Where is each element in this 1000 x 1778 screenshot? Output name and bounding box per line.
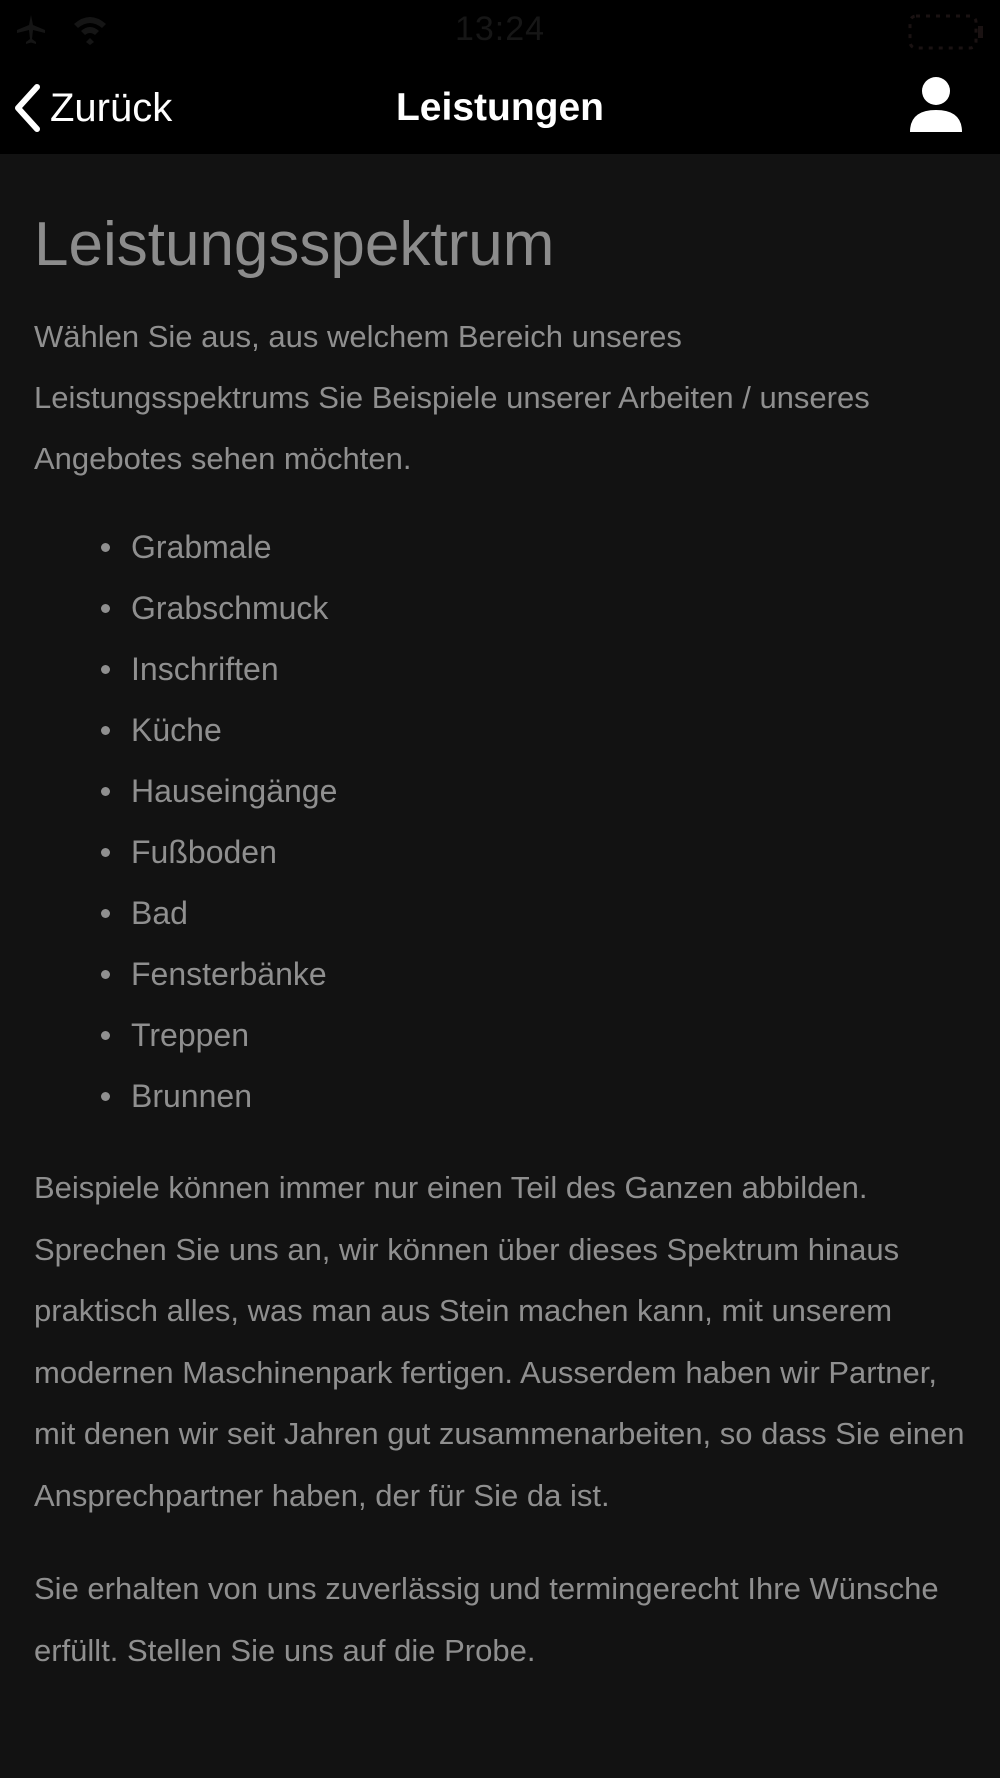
list-item: Hauseingänge xyxy=(131,761,966,822)
battery-icon xyxy=(908,12,986,52)
status-icons-right xyxy=(908,12,986,57)
intro-text: Wählen Sie aus, aus welchem Bereich unseres Leistungsspektrums Sie Beispiele unserer Arbeiten / unseres Angebotes sehen möchten. xyxy=(34,319,870,476)
back-button[interactable] xyxy=(12,78,172,138)
closing-paragraph: Sie erhalten von uns zuverlässig und termingerecht Ihre Wünsche erfüllt. Stellen Sie uns auf die Probe. xyxy=(34,1571,939,1668)
chevron-left-icon xyxy=(12,83,42,133)
list-item: Küche xyxy=(131,700,966,761)
services-list xyxy=(34,517,966,1127)
content-area xyxy=(34,154,966,1681)
navigation-bar xyxy=(0,62,1000,154)
list-item: Fußboden xyxy=(131,822,966,883)
section-heading: Leistungsspektrum xyxy=(34,210,555,279)
list-item: Bad xyxy=(131,883,966,944)
list-item: Grabmale xyxy=(131,517,966,578)
status-time: 13:24 xyxy=(454,10,546,48)
back-label: Zurück xyxy=(50,85,173,130)
profile-button[interactable] xyxy=(904,74,968,138)
page-title: Leistungen xyxy=(395,86,604,129)
list-item: Brunnen xyxy=(131,1066,966,1127)
list-item: Inschriften xyxy=(131,639,966,700)
list-item: Fensterbänke xyxy=(131,944,966,1005)
list-item: Treppen xyxy=(131,1005,966,1066)
list-item: Grabschmuck xyxy=(131,578,966,639)
user-icon xyxy=(904,74,968,138)
status-bar xyxy=(0,0,1000,62)
description-paragraph: Beispiele können immer nur einen Teil des Ganzen abbilden. Sprechen Sie uns an, wir können über dieses Spektrum hinaus praktisch alles, was man aus Stein machen kann, mit unserem modernen Maschinenpark fertigen. Ausserdem haben wir Partner, mit denen wir seit Jahren gut zusammenarbeiten, so dass Sie einen Ansprechpartner haben, der für Sie da ist. xyxy=(34,1170,965,1513)
